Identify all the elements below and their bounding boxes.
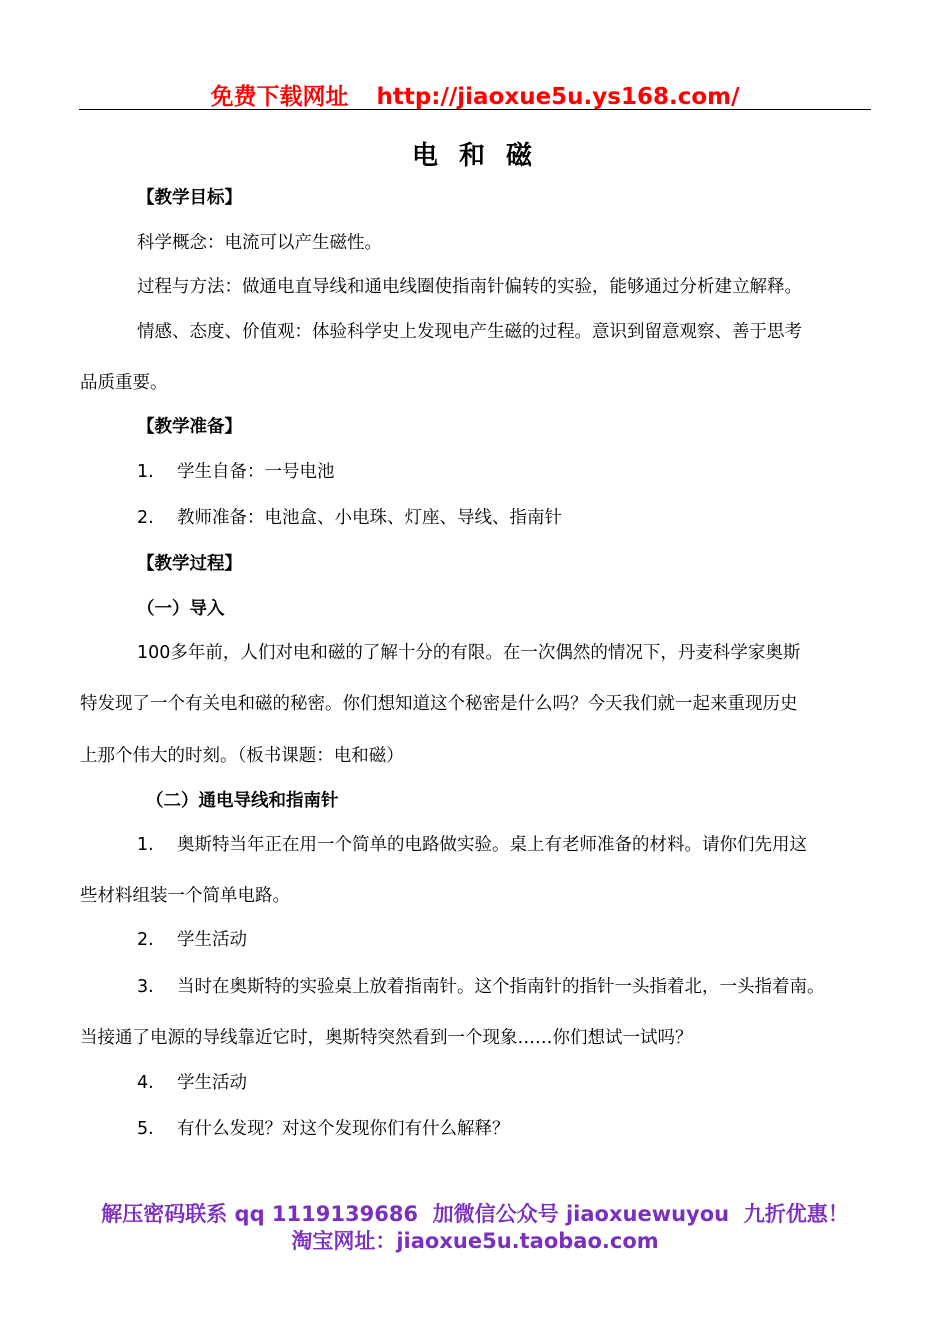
- step-item: [137, 973, 825, 998]
- step-item: [137, 1115, 510, 1140]
- list-text: 教师准备：电池盒、小电珠、灯座、导线、指南针: [177, 508, 562, 528]
- step-continuation: 当接通了电源的导线靠近它时，奥斯特突然看到一个现象……你们想试一试吗？: [80, 1028, 693, 1048]
- list-text: 当时在奥斯特的实验桌上放着指南针。这个指南针的指针一头指着北，一头指着南。: [177, 977, 825, 997]
- list-number: 5.: [137, 1119, 154, 1139]
- objective-attitude-line1: 情感、态度、价值观：体验科学史上发现电产生磁的过程。意识到留意观察、善于思考: [137, 322, 802, 342]
- objective-concept: 科学概念：电流可以产生磁性。: [137, 233, 382, 253]
- footer-contact: 解压密码联系 qq 1119139686 加微信公众号 jiaoxuewuyou 九折优惠！: [101, 1202, 849, 1226]
- footer-shop-link[interactable]: 淘宝网址：jiaoxue5u.taobao.com: [291, 1229, 659, 1253]
- list-text: 学生活动: [177, 930, 247, 950]
- intro-paragraph-line2: 特发现了一个有关电和磁的秘密。你们想知道这个秘密是什么吗？今天我们就一起来重现历史: [80, 694, 798, 714]
- procedure-heading: 【教学过程】: [137, 554, 242, 574]
- list-number: 4.: [137, 1073, 154, 1093]
- list-text: 有什么发现？对这个发现你们有什么解释？: [177, 1119, 510, 1139]
- step-continuation: 些材料组装一个简单电路。: [80, 886, 290, 906]
- intro-text: 多年前，人们对电和磁的了解十分的有限。在一次偶然的情况下，丹麦科学家奥斯: [170, 643, 801, 663]
- download-url-link[interactable]: http://jiaoxue5u.ys168.com/: [376, 84, 740, 110]
- step-item: [137, 1069, 247, 1094]
- list-number: 1.: [137, 835, 154, 855]
- list-text: 奥斯特当年正在用一个简单的电路做实验。桌上有老师准备的材料。请你们先用这: [177, 835, 807, 855]
- list-number: 2.: [137, 930, 154, 950]
- header-divider: [79, 109, 871, 110]
- document-title: 电 和 磁: [411, 141, 539, 171]
- objective-attitude-line2: 品质重要。: [80, 373, 168, 393]
- intro-paragraph-line1: [137, 639, 800, 664]
- intro-number: 100: [137, 643, 171, 663]
- objectives-heading: 【教学目标】: [137, 188, 242, 208]
- preparation-item: [137, 458, 335, 483]
- intro-paragraph-line3: 上那个伟大的时刻。（板书课题：电和磁）: [80, 746, 404, 766]
- list-number: 3.: [137, 977, 154, 997]
- list-number: 1.: [137, 462, 154, 482]
- preparation-heading: 【教学准备】: [137, 417, 242, 437]
- download-header: [0, 78, 950, 111]
- section-wire-compass-heading: （二）通电导线和指南针: [146, 791, 339, 811]
- list-number: 2.: [137, 508, 154, 528]
- step-item: [137, 831, 807, 856]
- list-text: 学生活动: [177, 1073, 247, 1093]
- section-intro-heading: （一）导入: [137, 599, 225, 619]
- list-text: 学生自备：一号电池: [177, 462, 335, 482]
- objective-process: 过程与方法：做通电直导线和通电线圈使指南针偏转的实验，能够通过分析建立解释。: [137, 277, 802, 297]
- step-item: [137, 926, 247, 951]
- preparation-item: [137, 504, 562, 529]
- download-label: 免费下载网址: [210, 84, 349, 110]
